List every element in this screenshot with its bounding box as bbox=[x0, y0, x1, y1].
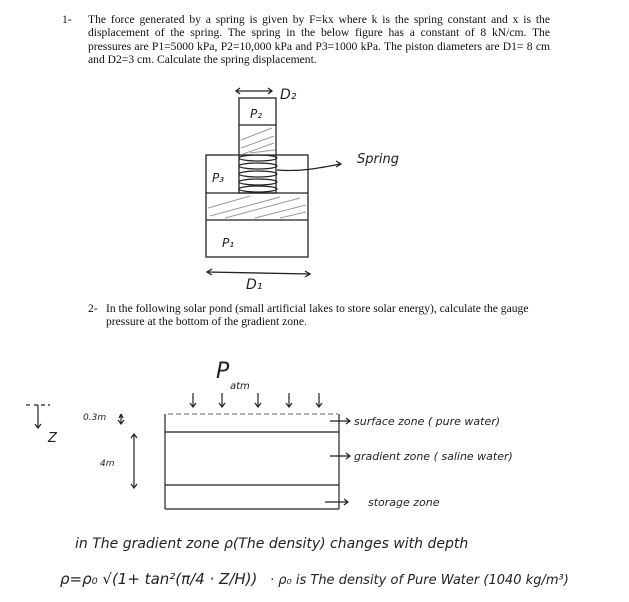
label-z: Z bbox=[48, 431, 57, 446]
label-gradient-depth: 4m bbox=[100, 459, 115, 469]
note-pure-water-density: · ρ₀ is The density of Pure Water (1040 kg/m³) bbox=[270, 573, 569, 588]
label-gradient-zone: gradient zone ( saline water) bbox=[354, 450, 513, 463]
gradient-depth-arrow bbox=[131, 434, 137, 488]
z-axis-arrow bbox=[35, 405, 41, 428]
label-surface-depth: 0.3m bbox=[83, 413, 107, 423]
problem-2-text: In the following solar pond (small artificial lakes to store solar energy), calculate the gauge pressure at the bottom of the gradient zone. bbox=[106, 302, 529, 329]
atm-arrows bbox=[190, 393, 322, 407]
problem-1-text: The force generated by a spring is given by F=kx where k is the spring constant and x is the displacement of the spring. The spring in the below figure has a constant of 8 kN/cm. The pressures are P1=5000 kPa, P2=10,000 kPa and P3=1000 kPa. The piston diameters are D1= 8 cm and D2=3 cm. Calculate the spring displacement. bbox=[88, 13, 550, 67]
label-patm: P bbox=[216, 359, 230, 384]
surface-zone-pointer bbox=[330, 418, 350, 424]
label-patm-sub: atm bbox=[230, 381, 250, 392]
surface-depth-arrow bbox=[118, 414, 124, 424]
d1-arrow bbox=[207, 272, 310, 274]
label-d1: D₁ bbox=[246, 277, 263, 293]
problem-1-number: 1- bbox=[62, 13, 72, 26]
note-gradient-density: in The gradient zone ρ(The density) changes with depth bbox=[75, 536, 469, 552]
label-p1: P₁ bbox=[222, 236, 235, 250]
solar-pond-figure bbox=[26, 393, 350, 509]
spring-coils bbox=[239, 155, 277, 192]
gradient-zone-pointer bbox=[330, 453, 350, 459]
storage-zone-pointer bbox=[325, 499, 348, 505]
label-d2: D₂ bbox=[280, 87, 297, 103]
density-formula: ρ=ρ₀ √(1+ tan²(π/4 · Z/H)) bbox=[60, 570, 258, 588]
label-p3: P₃ bbox=[212, 171, 225, 185]
label-storage-zone: storage zone bbox=[368, 496, 440, 509]
label-p2: P₂ bbox=[250, 107, 263, 121]
label-spring: Spring bbox=[357, 152, 399, 167]
label-surface-zone: surface zone ( pure water) bbox=[354, 415, 501, 428]
problem-2-number: 2- bbox=[88, 302, 98, 315]
